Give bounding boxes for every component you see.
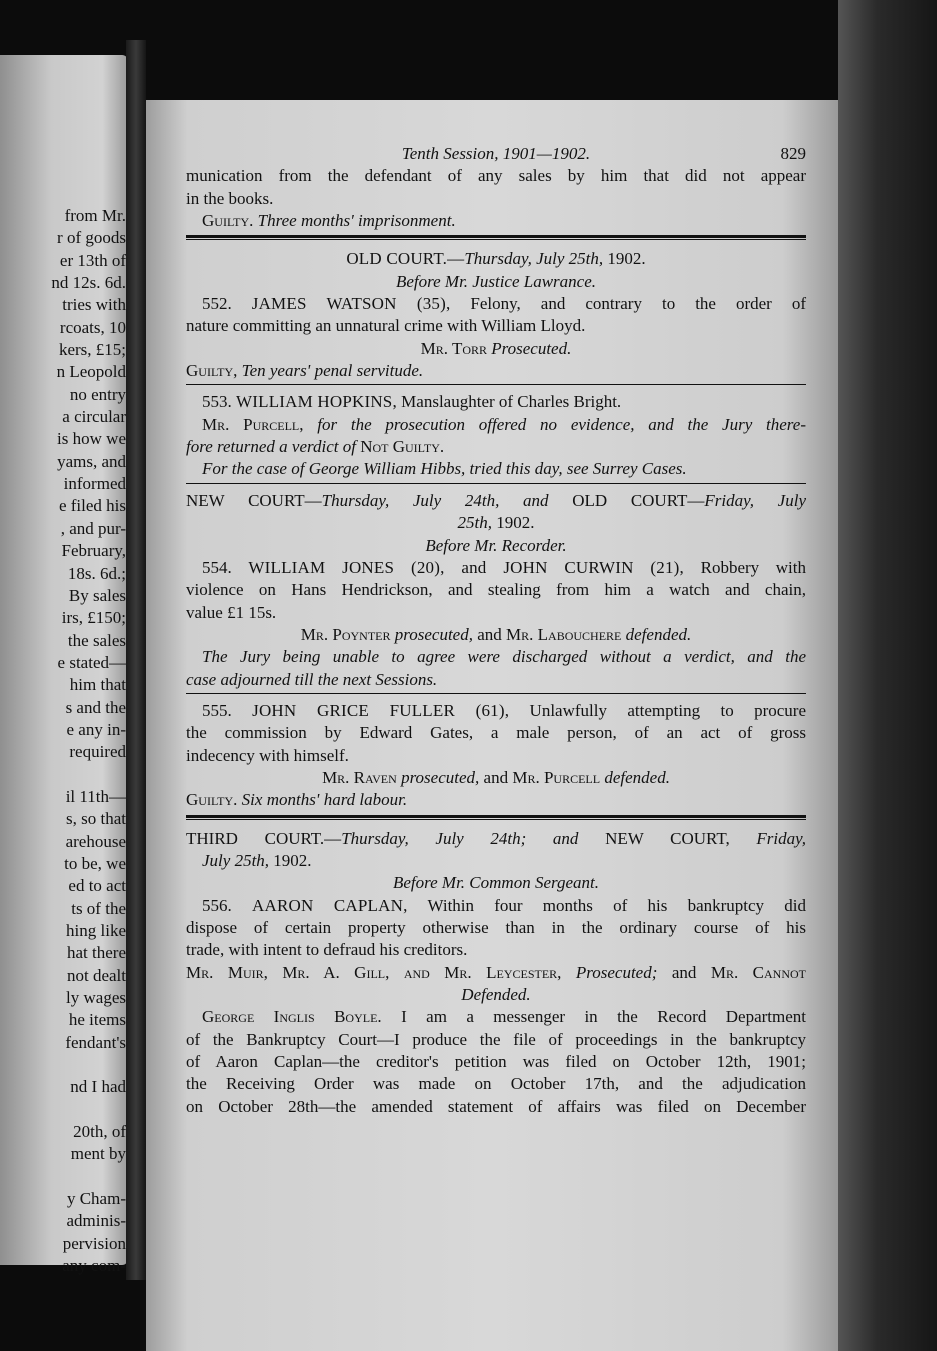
testimony-line: on October 28th—the amended statement of affairs was filed on December bbox=[186, 1096, 806, 1116]
left-page-line: the sales bbox=[67, 630, 126, 650]
left-page-text bbox=[51, 205, 126, 1278]
running-header bbox=[186, 143, 806, 165]
left-page-line: hat there bbox=[67, 943, 126, 963]
left-page-line: e stated— bbox=[57, 652, 126, 672]
testimony-line bbox=[186, 1006, 806, 1028]
defendant-name: WILLIAM HOPKINS, bbox=[236, 392, 397, 412]
court-heading bbox=[186, 248, 806, 270]
counsel: Mr. Cannot bbox=[710, 962, 807, 982]
judge-line: Before Mr. Justice Lawrance. bbox=[395, 271, 597, 291]
court-date: 25th, bbox=[457, 513, 492, 533]
left-page-line bbox=[51, 1054, 126, 1076]
left-page-line: arehouse bbox=[65, 831, 126, 851]
judge-line: Before Mr. Common Sergeant. bbox=[392, 873, 600, 893]
left-page-line: ts of the bbox=[71, 898, 126, 918]
book-spine bbox=[126, 40, 146, 1280]
intro-line: in the books. bbox=[186, 188, 274, 208]
sentence: Ten years' penal servitude. bbox=[237, 361, 424, 381]
counsel: Mr. Raven bbox=[322, 767, 397, 787]
intro-line: munication from the defendant of any sales by him that did not appear bbox=[186, 166, 806, 186]
verdict: Guilty, bbox=[186, 361, 238, 381]
counsel-role: Prosecuted; bbox=[561, 962, 658, 982]
single-rule bbox=[186, 693, 806, 694]
charge: Robbery with bbox=[683, 557, 806, 577]
left-page-line: nd 12s. 6d. bbox=[51, 273, 126, 293]
conjunction: and bbox=[657, 962, 711, 982]
court-date: Thursday, July 24th, and bbox=[321, 490, 573, 510]
defendant-name: JAMES WATSON (35), bbox=[251, 294, 451, 314]
single-rule bbox=[186, 483, 806, 484]
left-page-line: ment by bbox=[70, 1144, 126, 1164]
double-rule bbox=[186, 235, 806, 240]
left-page-line: informed bbox=[63, 474, 126, 494]
case-number: 554. bbox=[202, 557, 232, 577]
case-552 bbox=[186, 293, 806, 315]
counsel: Mr. Poynter bbox=[300, 624, 391, 644]
counsel-role: prosecuted, bbox=[396, 767, 480, 787]
left-page-line: rcoats, 10 bbox=[59, 317, 126, 337]
court-name: NEW COURT, bbox=[605, 828, 730, 848]
left-page-line: no entry bbox=[69, 384, 126, 404]
note: for the prosecution offered no evidence, and the Jury there- bbox=[303, 414, 806, 434]
counsel-role: prosecuted, bbox=[390, 624, 473, 644]
testimony-line: the Receiving Order was made on October 17th, and the adjudication bbox=[186, 1074, 806, 1094]
case-number: 555. bbox=[202, 700, 232, 720]
counsel-role: defended. bbox=[600, 767, 670, 787]
case-555 bbox=[186, 700, 806, 722]
left-page-line: 20th, of bbox=[73, 1122, 126, 1142]
counsel-line bbox=[186, 767, 806, 789]
court-heading bbox=[186, 828, 806, 850]
left-page-line: yams, and bbox=[57, 451, 126, 471]
conjunction: and bbox=[472, 624, 507, 644]
left-page bbox=[0, 55, 128, 1276]
note-line bbox=[186, 414, 806, 436]
left-page-line bbox=[51, 764, 126, 786]
left-page-line: r of goods bbox=[57, 228, 126, 248]
left-page-line: to be, we bbox=[64, 853, 126, 873]
left-page-line: e any in- bbox=[66, 719, 126, 739]
defendant-name: JOHN GRICE FULLER (61), bbox=[252, 700, 510, 720]
left-page-line: s and the bbox=[65, 697, 126, 717]
left-page-line: is how we bbox=[57, 429, 126, 449]
case-554 bbox=[186, 557, 806, 579]
court-year: 1902. bbox=[491, 513, 535, 533]
running-title: Tenth Session, 1901—1902. bbox=[401, 144, 591, 163]
left-page-line: n Leopold bbox=[56, 362, 126, 382]
charge-line: indecency with himself. bbox=[186, 745, 349, 765]
counsel-line bbox=[186, 338, 806, 360]
charge: Manslaughter of Charles Bright. bbox=[396, 392, 622, 412]
charge-line: violence on Hans Hendrickson, and stealing from him a watch and chain, bbox=[186, 580, 806, 600]
testimony-line: of the Bankruptcy Court—I produce the file of proceedings in the bankruptcy bbox=[186, 1029, 806, 1049]
case-number: 556. bbox=[202, 895, 232, 915]
charge-line: nature committing an unnatural crime with William Lloyd. bbox=[186, 316, 586, 336]
note: fore returned a verdict of bbox=[186, 437, 361, 457]
counsel: Mr. Muir, Mr. A. Gill, and Mr. Leycester, bbox=[186, 962, 562, 982]
charge-line: trade, with intent to defraud his creditors. bbox=[186, 940, 468, 960]
defendant-name: AARON CAPLAN, bbox=[252, 895, 408, 915]
court-heading-cont bbox=[186, 512, 806, 534]
counsel-role: defended. bbox=[621, 624, 692, 644]
verdict: Guilty. bbox=[202, 211, 254, 231]
judge-line: Before Mr. Recorder. bbox=[425, 535, 567, 555]
case-number: 553. bbox=[202, 392, 232, 412]
charge-line: dispose of certain property otherwise than in the ordinary course of his bbox=[186, 918, 806, 937]
case-556 bbox=[186, 895, 806, 917]
court-date: Thursday, July 25th, bbox=[464, 249, 604, 269]
counsel-line bbox=[186, 962, 806, 984]
left-page-line: er 13th of bbox=[59, 250, 126, 270]
charge: Within four months of his bankruptcy did bbox=[407, 895, 807, 915]
court-year: 1902. bbox=[269, 850, 312, 870]
page-content bbox=[186, 143, 806, 1118]
note-line: case adjourned till the next Sessions. bbox=[186, 669, 438, 689]
page-edge-shadow bbox=[838, 0, 937, 1351]
left-page-line: a circular bbox=[62, 407, 126, 427]
charge: Unlawfully attempting to procure bbox=[509, 700, 806, 720]
left-page-line: ed to act bbox=[68, 876, 126, 896]
court-date: Friday, July bbox=[704, 490, 806, 510]
witness-name: George Inglis Boyle. bbox=[202, 1007, 382, 1027]
left-page-line: irs, £150; bbox=[61, 608, 126, 628]
left-page-line: fendant's bbox=[65, 1032, 126, 1052]
cross-reference: For the case of George William Hibbs, tried this day, see Surrey Cases. bbox=[202, 459, 687, 479]
double-rule bbox=[186, 815, 806, 820]
counsel-line bbox=[186, 624, 806, 646]
left-page-line: from Mr. bbox=[64, 206, 126, 225]
court-heading-cont bbox=[186, 850, 806, 872]
left-page-line: kers, £15; bbox=[58, 340, 126, 360]
left-page-line: any com- bbox=[62, 1256, 126, 1276]
conjunction: and bbox=[479, 767, 513, 787]
page-number: 829 bbox=[780, 144, 806, 163]
case-number: 552. bbox=[202, 294, 232, 314]
counsel: Mr. Labouchere bbox=[506, 624, 622, 644]
defendant-name: WILLIAM JONES (20), and JOHN CURWIN (21), bbox=[248, 557, 684, 577]
charge-line: the commission by Edward Gates, a male person, of an act of gross bbox=[186, 723, 806, 743]
counsel-role: Prosecuted. bbox=[487, 338, 572, 358]
court-name: OLD COURT— bbox=[572, 490, 705, 510]
intro-verdict bbox=[186, 210, 806, 232]
left-page-line: y Cham- bbox=[66, 1189, 126, 1209]
note-line bbox=[186, 436, 806, 458]
left-page-line: required bbox=[69, 742, 126, 762]
left-page-line bbox=[51, 1166, 126, 1188]
verdict: Guilty. bbox=[186, 790, 238, 810]
left-page-line bbox=[51, 1099, 126, 1121]
testimony-line: of Aaron Caplan—the creditor's petition was filed on October 12th, 1901; bbox=[186, 1052, 806, 1072]
charge-line: value £1 15s. bbox=[186, 602, 277, 622]
charge: Felony, and contrary to the order of bbox=[450, 294, 806, 314]
verdict-line bbox=[186, 789, 806, 811]
court-date: Thursday, July 24th; bbox=[341, 828, 527, 848]
left-page-line: , and pur- bbox=[60, 518, 126, 538]
counsel: Mr. Purcell bbox=[512, 767, 601, 787]
left-page-line: nd I had bbox=[70, 1077, 126, 1097]
court-year: 1902. bbox=[603, 249, 646, 269]
note-line: The Jury being unable to agree were discharged without a verdict, and the bbox=[202, 647, 806, 667]
left-page-line: s, so that bbox=[66, 809, 126, 829]
sentence: Three months' imprisonment. bbox=[257, 211, 456, 231]
left-page-line: pervision bbox=[62, 1233, 126, 1253]
counsel-role: Defended. bbox=[461, 985, 531, 1005]
left-page-line: ly wages bbox=[66, 988, 126, 1008]
left-page-line: him that bbox=[69, 675, 126, 695]
court-name: OLD COURT.— bbox=[346, 249, 465, 269]
court-name: THIRD COURT.— bbox=[186, 828, 342, 848]
court-date: Friday, bbox=[729, 828, 806, 848]
court-heading bbox=[186, 490, 806, 512]
left-page-line: il 11th— bbox=[65, 786, 126, 806]
left-page-line: adminis- bbox=[66, 1211, 126, 1231]
left-page-line: e filed his bbox=[58, 496, 126, 516]
case-553 bbox=[186, 391, 806, 413]
left-page-line: he items bbox=[68, 1010, 126, 1030]
verdict: Not Guilty. bbox=[360, 437, 445, 457]
sentence: Six months' hard labour. bbox=[237, 790, 408, 810]
left-page-line: 18s. 6d.; bbox=[67, 563, 126, 583]
left-page-line: hing like bbox=[66, 921, 126, 940]
conjunction: and bbox=[526, 828, 606, 848]
left-page-line: tries with bbox=[62, 295, 126, 315]
counsel: Mr. Torr bbox=[420, 338, 487, 358]
left-page-line: not dealt bbox=[66, 965, 126, 985]
verdict-line bbox=[186, 360, 806, 382]
court-name: NEW COURT— bbox=[186, 490, 322, 510]
single-rule bbox=[186, 384, 806, 385]
left-page-line: By sales bbox=[68, 585, 126, 605]
left-page-line: February, bbox=[61, 541, 126, 561]
court-date: July 25th, bbox=[202, 850, 270, 870]
counsel: Mr. Purcell, bbox=[202, 414, 304, 434]
testimony: I am a messenger in the Record Department bbox=[381, 1007, 806, 1027]
